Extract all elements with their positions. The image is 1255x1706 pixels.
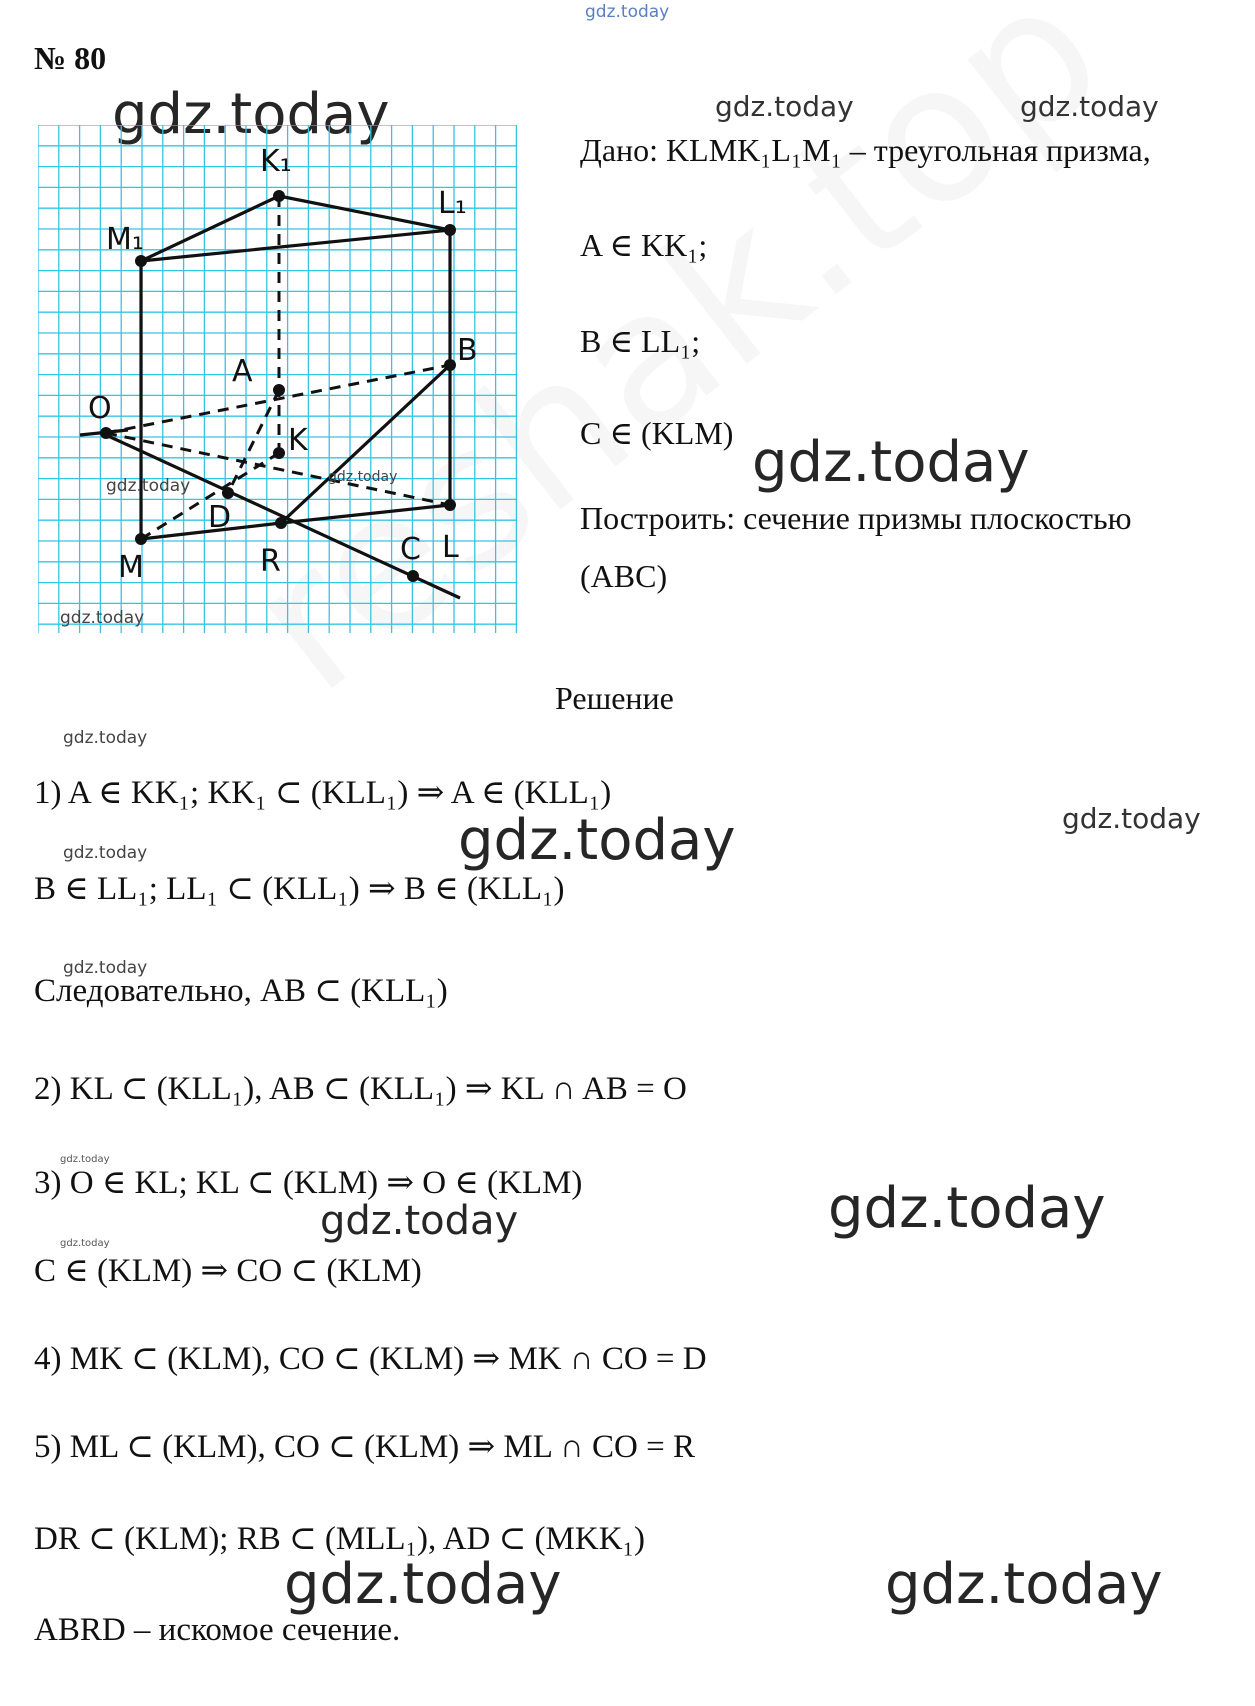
watermark-top: gdz.today: [585, 2, 670, 22]
solution-line-4: 2) KL ⊂ (KLL₁), AB ⊂ (KLL₁) ⇒ KL ∩ AB = O: [34, 1071, 687, 1107]
watermark-figure: gdz.today: [112, 82, 390, 147]
watermark-sol-4: gdz.today: [458, 808, 736, 873]
line-o-c: [106, 435, 460, 598]
edge-k1-l1: [279, 196, 450, 230]
point-l: [444, 499, 456, 511]
watermark-sol-9: gdz.today: [60, 1238, 110, 1249]
solution-line-2: B ∈ LL₁; LL₁ ⊂ (KLL₁) ⇒ B ∈ (KLL₁): [34, 871, 565, 907]
point-a: [273, 384, 285, 396]
label-m1: M₁: [106, 222, 144, 257]
watermark-sol-5: gdz.today: [63, 958, 148, 978]
watermark-sol-8: gdz.today: [320, 1198, 519, 1244]
watermark-given-3: gdz.today: [752, 430, 1030, 495]
solution-line-3: Следовательно, AB ⊂ (KLL₁): [34, 973, 448, 1009]
label-d: D: [208, 500, 232, 535]
edge-m1-l1: [141, 230, 450, 261]
line-a-d: [228, 390, 279, 493]
watermark-sol-7: gdz.today: [828, 1176, 1106, 1241]
label-b: B: [457, 333, 478, 368]
watermark-sol-6: gdz.today: [60, 1154, 110, 1165]
solution-line-8: 5) ML ⊂ (KLM), CO ⊂ (KLM) ⇒ ML ∩ CO = R: [34, 1429, 695, 1465]
point-k: [273, 447, 285, 459]
watermark-sol-3: gdz.today: [63, 843, 148, 863]
solution-line-5: 3) O ∈ KL; KL ⊂ (KLM) ⇒ O ∈ (KLM): [34, 1165, 583, 1201]
given-line-2: A ∈ KK₁;: [580, 227, 708, 263]
prism-figure: [38, 125, 528, 645]
problem-number: № 80: [34, 40, 107, 76]
point-c: [407, 570, 419, 582]
label-l1: L₁: [438, 186, 467, 221]
point-m: [135, 533, 147, 545]
solution-line-10: ABRD – искомое сечение.: [34, 1612, 401, 1648]
solution-title: Решение: [555, 680, 674, 716]
figure-watermark-1: gdz.today: [106, 476, 191, 496]
label-c: C: [400, 532, 421, 567]
given-line-6: (ABC): [580, 558, 668, 594]
point-k1: [273, 190, 285, 202]
watermark-sol-2: gdz.today: [1062, 802, 1201, 835]
figure-watermark-3: gdz.today: [60, 608, 145, 628]
label-k: K: [288, 423, 308, 458]
watermark-sol-11: gdz.today: [885, 1552, 1163, 1617]
given-line-4: C ∈ (KLM): [580, 415, 734, 451]
label-r: R: [260, 544, 281, 579]
figure-watermark-2: gdz.today: [328, 469, 398, 485]
watermark-given-2: gdz.today: [1020, 90, 1159, 123]
point-b: [444, 359, 456, 371]
watermark-given-1: gdz.today: [715, 90, 854, 123]
label-l: L: [442, 530, 459, 565]
label-k1: K₁: [260, 144, 292, 179]
label-m: M: [118, 550, 144, 585]
solution-line-9: DR ⊂ (KLM); RB ⊂ (MLL₁), AD ⊂ (MKK₁): [34, 1521, 646, 1557]
solution-line-1: 1) A ∈ KK₁; KK₁ ⊂ (KLL₁) ⇒ A ∈ (KLL₁): [34, 775, 612, 811]
label-a: A: [232, 354, 253, 389]
given-line-5: Построить: сечение призмы плоскостью: [580, 500, 1132, 536]
label-o: O: [88, 391, 112, 426]
point-r: [275, 517, 287, 529]
solution-line-6: C ∈ (KLM) ⇒ CO ⊂ (KLM): [34, 1253, 422, 1289]
given-line-3: B ∈ LL₁;: [580, 323, 701, 359]
given-line-1: Дано: KLMK₁L₁M₁ – треугольная призма,: [580, 132, 1151, 168]
point-d: [222, 487, 234, 499]
watermark-sol-10: gdz.today: [284, 1552, 562, 1617]
point-l1: [444, 224, 456, 236]
watermark-sol-1: gdz.today: [63, 728, 148, 748]
solution-line-7: 4) MK ⊂ (KLM), CO ⊂ (KLM) ⇒ MK ∩ CO = D: [34, 1341, 707, 1377]
point-o: [100, 427, 112, 439]
